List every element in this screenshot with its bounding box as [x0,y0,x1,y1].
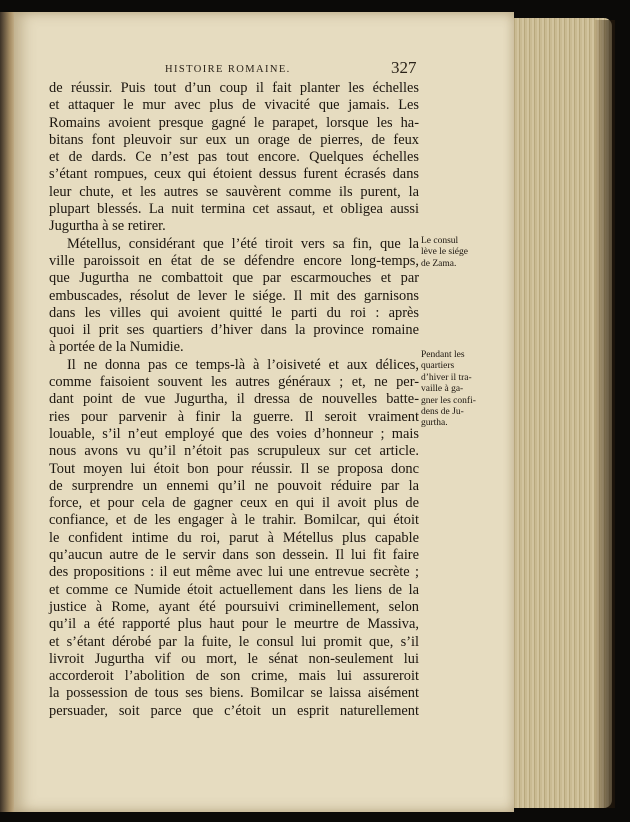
body-line: et attaquer le mur avec plus de vivacité que jamais. Les [49,97,419,114]
body-line: de surprendre un ennemi qu’il ne pouvoit réduire par la [49,477,419,494]
running-head: HISTOIRE ROMAINE. [165,64,291,75]
body-line: accorderoit l’abolition de son crime, mais lui assureroit [49,668,419,685]
body-line: Tout moyen lui étoit bon pour réussir. Il se proposa donc [49,460,419,477]
body-line: dant point de vue Jugurtha, il dressa de nouvelles batte- [49,391,419,408]
body-line: bitans font pleuvoir sur eux un orage de pierres, de feux [49,131,419,148]
body-line: force, et pour cela de gagner ceux en qui il avoit plus de [49,495,419,512]
body-text [49,80,419,720]
margin-note-line: quartiers [421,361,455,372]
margin-note-line: gurtha. [421,418,448,429]
body-line: Romains avoient presque gagné le parapet, lorsque les ha- [49,114,419,131]
margin-note-line: d’hiver il tra- [421,372,472,383]
body-line: leur chute, et les autres se sauvèrent comme ils purent, la [49,183,419,200]
body-line: et s’étant dérobé par la fuite, le consul lui promit que, s’il [49,633,419,650]
margin-note-line: vaille à ga- [421,384,464,395]
body-line: Jugurtha à se retirer. [49,218,166,235]
margin-note-line: Le consul [421,236,459,246]
margin-note-line: gner les confi- [421,395,476,406]
margin-note-winter-quarters [421,350,493,430]
body-line: à portée de la Numidie. [49,339,184,356]
body-line: et de dards. Ce n’est pas tout encore. Quelques échelles [49,149,419,166]
body-line: ries pour parvenir à finir la guerre. Il seroit vraiment [49,408,419,425]
body-line: le confident intime du roi, parut à Métellus plus capable [49,529,419,546]
body-line: des propositions : il eut même avec lui une entrevue secrète ; [49,564,419,581]
margin-note-line: de Zama. [421,258,457,269]
body-line: nous avons vu qu’il n’étoit pas scrupuleux sur cet article. [49,443,419,460]
body-line: persuader, soit parce que c’étoit un esprit naturellement [49,702,419,719]
body-line: qu’il a été rapporté plus haut pour le meurtre de Massiva, [49,616,419,633]
body-line: et comme ce Numide étoit actuellement dans les liens de la [49,581,419,598]
body-line: la possession de tous ses biens. Bomilcar se laissa aisément [49,685,419,702]
body-line: que Jugurtha ne combattoit que par escarmouches et par [49,270,419,287]
margin-note-line: dens de Ju- [421,406,464,417]
margin-note-line: lève le siége [421,247,468,258]
body-line: dans les villes qui avoient quitté le parti du roi : après [49,304,419,321]
body-line: comme faisoient souvent les autres généraux ; et, ne per- [49,374,419,391]
body-line: louable, s’il n’eut employé que des voies d’honneur ; mais [49,425,419,442]
body-line: qu’aucun autre de le servir dans son dessein. Il lui fit faire [49,547,419,564]
body-line: embuscades, résolut de lever le siége. Il mit des garnisons [49,287,419,304]
body-line: Il ne donna pas ce temps-là à l’oisiveté et aux délices, [67,356,419,373]
margin-note-siege [421,236,493,270]
body-line: justice à Rome, ayant été poursuivi criminellement, selon [49,598,419,615]
body-line: plupart blessés. La nuit termina cet assaut, et obligea aussi [49,201,419,218]
body-line: ville paroissoit en état de se défendre encore long-temps, [49,252,419,269]
body-line: quoi il prit ses quartiers d’hiver dans la province romaine [49,322,419,339]
margin-note-line: Pendant les [421,350,465,360]
body-line: Métellus, considérant que l’été tiroit vers sa fin, que la [67,235,419,252]
body-line: livroit Jugurtha vif ou mort, le sénat non-seulement lui [49,650,419,667]
page-number: 327 [391,58,417,77]
body-line: confiance, et de les engager à le trahir. Bomilcar, qui étoit [49,512,419,529]
book-edge-shadow [595,20,615,808]
body-line: de réussir. Puis tout d’un coup il fait planter les échelles [49,80,419,96]
body-line: s’étant rompues, ceux qui étoient dessus furent écrasés dans [49,166,419,183]
